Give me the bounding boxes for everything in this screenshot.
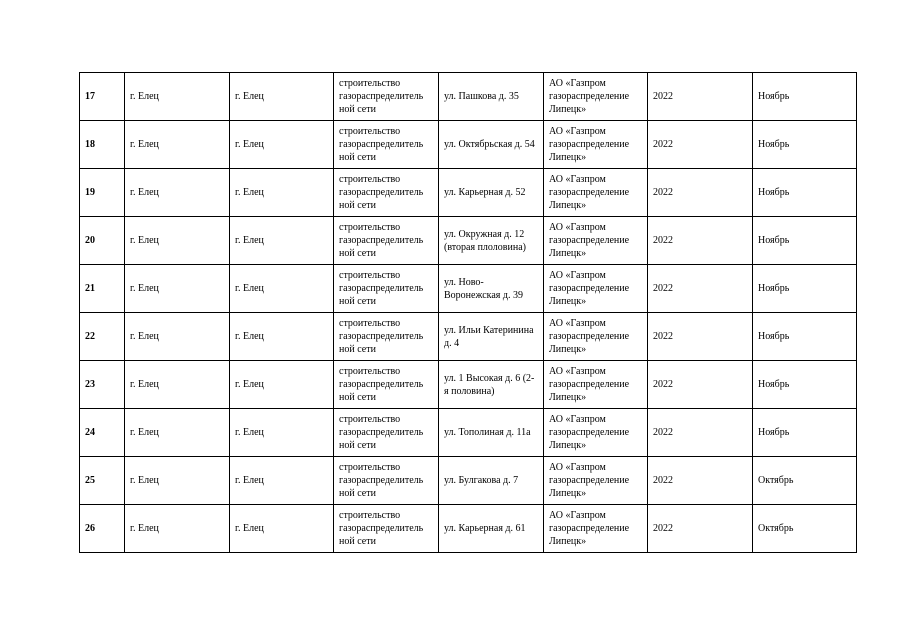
work-type-cell: строительство газораспределитель ной сети: [334, 409, 439, 457]
row-number: 21: [80, 265, 125, 313]
organization-cell: АО «Газпром газораспределение Липецк»: [544, 313, 648, 361]
work-type-cell: строительство газораспределитель ной сети: [334, 361, 439, 409]
month-cell: Ноябрь: [753, 265, 857, 313]
locality-cell: г. Елец: [230, 409, 334, 457]
year-cell: 2022: [648, 313, 753, 361]
year-cell: 2022: [648, 73, 753, 121]
address-cell: ул. Пашкова д. 35: [439, 73, 544, 121]
city-cell: г. Елец: [125, 361, 230, 409]
year-cell: 2022: [648, 457, 753, 505]
table-row: [80, 121, 857, 169]
row-number: 26: [80, 505, 125, 553]
city-cell: г. Елец: [125, 313, 230, 361]
organization-cell: АО «Газпром газораспределение Липецк»: [544, 217, 648, 265]
month-cell: Октябрь: [753, 505, 857, 553]
address-cell: ул. Окружная д. 12 (вторая плоловина): [439, 217, 544, 265]
month-cell: Ноябрь: [753, 217, 857, 265]
row-number: 24: [80, 409, 125, 457]
work-type-cell: строительство газораспределитель ной сети: [334, 121, 439, 169]
address-cell: ул. 1 Высокая д. 6 (2-я половина): [439, 361, 544, 409]
row-number: 19: [80, 169, 125, 217]
work-type-cell: строительство газораспределитель ной сети: [334, 457, 439, 505]
work-type-cell: строительство газораспределитель ной сети: [334, 313, 439, 361]
address-cell: ул. Ново-Воронежская д. 39: [439, 265, 544, 313]
city-cell: г. Елец: [125, 265, 230, 313]
work-type-cell: строительство газораспределитель ной сети: [334, 217, 439, 265]
organization-cell: АО «Газпром газораспределение Липецк»: [544, 505, 648, 553]
table-row: [80, 361, 857, 409]
table-row: [80, 313, 857, 361]
row-number: 20: [80, 217, 125, 265]
month-cell: Ноябрь: [753, 313, 857, 361]
month-cell: Октябрь: [753, 457, 857, 505]
address-cell: ул. Карьерная д. 61: [439, 505, 544, 553]
organization-cell: АО «Газпром газораспределение Липецк»: [544, 169, 648, 217]
city-cell: г. Елец: [125, 121, 230, 169]
table-row: [80, 457, 857, 505]
city-cell: г. Елец: [125, 457, 230, 505]
address-cell: ул. Тополиная д. 11а: [439, 409, 544, 457]
gas-network-schedule-table: [79, 72, 857, 553]
month-cell: Ноябрь: [753, 121, 857, 169]
locality-cell: г. Елец: [230, 361, 334, 409]
year-cell: 2022: [648, 361, 753, 409]
month-cell: Ноябрь: [753, 73, 857, 121]
row-number: 25: [80, 457, 125, 505]
organization-cell: АО «Газпром газораспределение Липецк»: [544, 265, 648, 313]
row-number: 17: [80, 73, 125, 121]
year-cell: 2022: [648, 265, 753, 313]
work-type-cell: строительство газораспределитель ной сети: [334, 265, 439, 313]
organization-cell: АО «Газпром газораспределение Липецк»: [544, 361, 648, 409]
address-cell: ул. Ильи Катеринина д. 4: [439, 313, 544, 361]
table-body: [80, 73, 857, 553]
city-cell: г. Елец: [125, 73, 230, 121]
city-cell: г. Елец: [125, 169, 230, 217]
organization-cell: АО «Газпром газораспределение Липецк»: [544, 121, 648, 169]
work-type-cell: строительство газораспределитель ной сети: [334, 73, 439, 121]
table-row: [80, 217, 857, 265]
table-row: [80, 169, 857, 217]
year-cell: 2022: [648, 409, 753, 457]
table-row: [80, 265, 857, 313]
table-row: [80, 73, 857, 121]
organization-cell: АО «Газпром газораспределение Липецк»: [544, 409, 648, 457]
organization-cell: АО «Газпром газораспределение Липецк»: [544, 73, 648, 121]
locality-cell: г. Елец: [230, 457, 334, 505]
row-number: 23: [80, 361, 125, 409]
address-cell: ул. Булгакова д. 7: [439, 457, 544, 505]
locality-cell: г. Елец: [230, 313, 334, 361]
address-cell: ул. Октябрьская д. 54: [439, 121, 544, 169]
year-cell: 2022: [648, 121, 753, 169]
month-cell: Ноябрь: [753, 169, 857, 217]
table-row: [80, 505, 857, 553]
row-number: 18: [80, 121, 125, 169]
locality-cell: г. Елец: [230, 217, 334, 265]
month-cell: Ноябрь: [753, 409, 857, 457]
year-cell: 2022: [648, 169, 753, 217]
city-cell: г. Елец: [125, 217, 230, 265]
year-cell: 2022: [648, 217, 753, 265]
month-cell: Ноябрь: [753, 361, 857, 409]
locality-cell: г. Елец: [230, 169, 334, 217]
address-cell: ул. Карьерная д. 52: [439, 169, 544, 217]
work-type-cell: строительство газораспределитель ной сети: [334, 169, 439, 217]
table-row: [80, 409, 857, 457]
locality-cell: г. Елец: [230, 265, 334, 313]
locality-cell: г. Елец: [230, 73, 334, 121]
organization-cell: АО «Газпром газораспределение Липецк»: [544, 457, 648, 505]
year-cell: 2022: [648, 505, 753, 553]
city-cell: г. Елец: [125, 409, 230, 457]
city-cell: г. Елец: [125, 505, 230, 553]
work-type-cell: строительство газораспределитель ной сети: [334, 505, 439, 553]
locality-cell: г. Елец: [230, 121, 334, 169]
locality-cell: г. Елец: [230, 505, 334, 553]
row-number: 22: [80, 313, 125, 361]
